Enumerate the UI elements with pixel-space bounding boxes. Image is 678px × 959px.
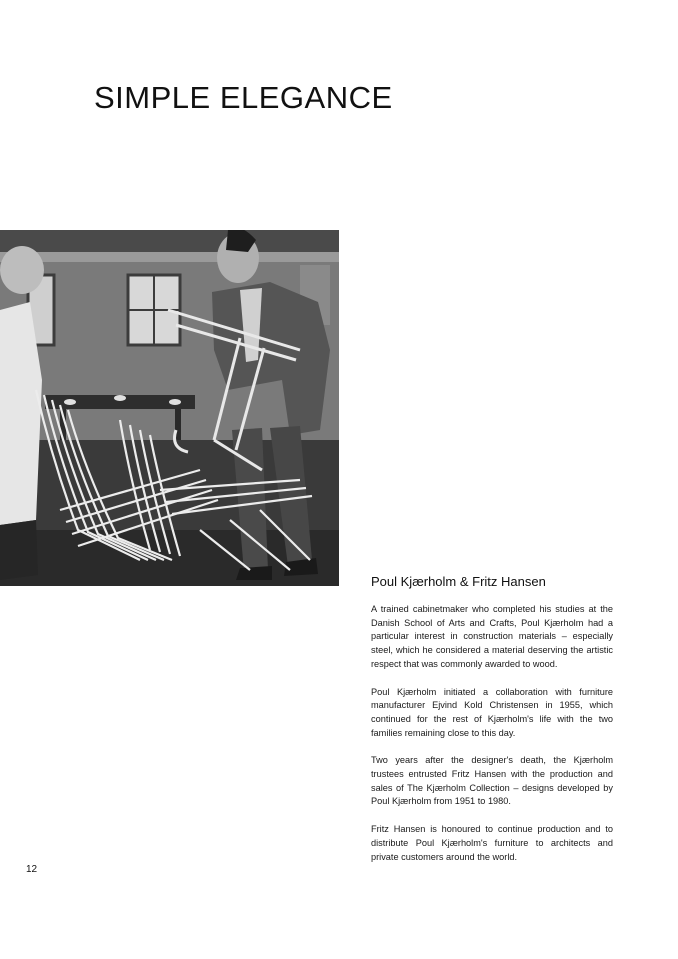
page-number: 12 [26, 864, 38, 875]
body-paragraph: Fritz Hansen is honoured to continue production and to distribute Poul Kjærholm's furniture to architects and private customers around the world. [371, 824, 613, 862]
body-paragraph: Two years after the designer's death, the Kjærholm trustees entrusted Fritz Hansen with the production and sales of The Kjærholm Collection – designs developed by Poul Kjærholm from 1951 to 1980. [371, 755, 613, 807]
body-paragraph: Poul Kjærholm initiated a collaboration with furniture manufacturer Ejvind Kold Christensen in 1955, which continued for the rest of Kjærholm's life with the two families remaining close to this day. [371, 686, 613, 738]
archival-photo [0, 230, 339, 586]
body-paragraph: A trained cabinetmaker who completed his studies at the Danish School of Arts and Crafts, Poul Kjærholm had a particular interest in construction materials – especially steel, which he considered a material deserving the artistic respect that was commonly awarded to wood. [371, 604, 613, 669]
page-title: SIMPLE ELEGANCE [94, 80, 393, 115]
section-subtitle: Poul Kjærholm & Fritz Hansen [371, 574, 546, 589]
body-text [371, 603, 613, 878]
